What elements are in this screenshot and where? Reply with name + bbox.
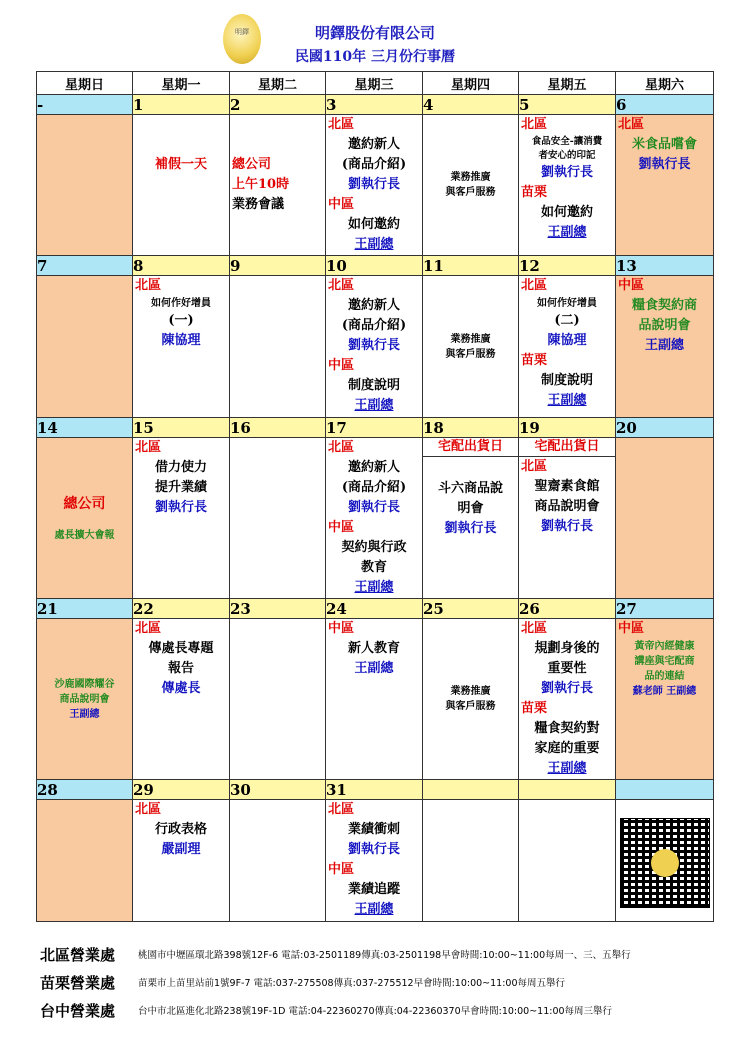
event-cell <box>519 619 616 780</box>
date-cell: 27 <box>616 599 714 619</box>
event-title: 業務推廣 <box>450 333 491 345</box>
event-title: 業務會議 <box>232 197 285 212</box>
event-speaker: 王副總 <box>547 225 587 240</box>
event-cell <box>616 115 714 256</box>
delivery-day-label: 宅配出貨日 <box>519 438 615 457</box>
event-speaker: 陳協理 <box>547 333 587 348</box>
event-cell <box>133 800 230 922</box>
event-cell <box>37 115 133 256</box>
date-cell: 20 <box>616 418 714 438</box>
calendar-header <box>0 0 750 70</box>
event-region: 中區 <box>618 621 645 636</box>
office-taichung <box>40 996 740 1024</box>
event-title: (一) <box>168 313 194 328</box>
date-cell: 8 <box>133 256 230 276</box>
weekday-tue: 星期二 <box>230 72 326 95</box>
date-cell: 29 <box>133 780 230 800</box>
event-speaker: 劉執行長 <box>540 519 593 534</box>
week-1-events <box>37 115 714 256</box>
date-cell <box>519 780 616 800</box>
event-title: 重要性 <box>547 661 587 676</box>
date-cell: 15 <box>133 418 230 438</box>
week-5-dates <box>37 780 714 800</box>
event-cell <box>423 438 519 599</box>
event-speaker: 劉執行長 <box>540 681 593 696</box>
office-info: 台中市北區進化北路238號19F-1D 電話:04-22360270傳真:04-22360370早會時間:10:00~11:00每周三舉行 <box>138 1006 613 1017</box>
week-3-dates <box>37 418 714 438</box>
date-cell: 22 <box>133 599 230 619</box>
event-speaker: 王副總 <box>354 237 394 252</box>
event-speaker: 劉執行長 <box>638 157 691 172</box>
week-2-dates <box>37 256 714 276</box>
event-cell <box>326 438 423 599</box>
event-title: 處長擴大會報 <box>54 529 115 541</box>
event-cell <box>519 115 616 256</box>
event-location: 總公司 <box>63 495 106 512</box>
date-cell <box>423 780 519 800</box>
date-cell: 12 <box>519 256 616 276</box>
event-title: 家庭的重要 <box>534 741 600 756</box>
event-cell <box>616 800 714 922</box>
event-title: (商品介紹) <box>341 157 407 172</box>
weekday-thu: 星期四 <box>423 72 519 95</box>
event-title: 制度說明 <box>347 378 400 393</box>
date-cell: 5 <box>519 95 616 115</box>
date-cell: 16 <box>230 418 326 438</box>
date-cell: 3 <box>326 95 423 115</box>
event-cell <box>616 438 714 599</box>
event-speaker: 王副總 <box>354 902 394 917</box>
week-1-dates <box>37 95 714 115</box>
event-region: 中區 <box>618 278 645 293</box>
event-title: 與客戶服務 <box>445 701 496 712</box>
event-title: 如何作好增員 <box>537 298 597 309</box>
event-cell <box>230 800 326 922</box>
event-region: 中區 <box>328 358 355 373</box>
event-title: 與客戶服務 <box>445 187 496 198</box>
date-cell: 14 <box>37 418 133 438</box>
event-title: 糧食契約商 <box>631 298 697 313</box>
date-cell: 17 <box>326 418 423 438</box>
date-cell: 13 <box>616 256 714 276</box>
event-title: 業績追蹤 <box>347 882 400 897</box>
event-title: 如何作好增員 <box>151 298 211 309</box>
event-cell <box>230 276 326 418</box>
event-speaker: 王副總 <box>354 580 394 595</box>
event-cell <box>519 438 616 599</box>
event-speaker: 劉執行長 <box>347 842 400 857</box>
date-cell <box>616 780 714 800</box>
calendar-table <box>36 71 714 922</box>
weekday-fri: 星期五 <box>519 72 616 95</box>
date-cell: 9 <box>230 256 326 276</box>
event-cell <box>37 800 133 922</box>
event-region: 苗栗 <box>521 701 548 716</box>
event-title: 邀約新人 <box>347 460 400 475</box>
event-cell <box>423 800 519 922</box>
date-cell: 6 <box>616 95 714 115</box>
event-cell <box>133 438 230 599</box>
event-cell <box>37 619 133 780</box>
week-2-events <box>37 276 714 418</box>
event-title: 食品安全-讓消費 <box>531 136 603 147</box>
date-cell: 7 <box>37 256 133 276</box>
event-title: 糧食契約對 <box>534 721 600 736</box>
event-cell <box>423 276 519 418</box>
week-5-events <box>37 800 714 922</box>
event-title: 業績衝刺 <box>347 822 400 837</box>
event-title: 黃帝內經健康 <box>634 641 695 652</box>
event-cell <box>616 276 714 418</box>
date-cell: 26 <box>519 599 616 619</box>
event-region: 北區 <box>328 278 355 293</box>
event-title: 聖齋素食館 <box>534 479 600 494</box>
date-cell: 4 <box>423 95 519 115</box>
event-speaker: 劉執行長 <box>347 177 400 192</box>
event-speaker: 劉執行長 <box>540 165 593 180</box>
event-title: 報告 <box>167 661 194 676</box>
date-cell: 1 <box>133 95 230 115</box>
date-cell: 28 <box>37 780 133 800</box>
event-speaker: 王副總 <box>547 761 587 776</box>
event-title: 契約與行政 <box>341 540 407 555</box>
event-cell <box>133 115 230 256</box>
event-title: 與客戶服務 <box>445 348 496 360</box>
event-text: 補假一天 <box>154 157 207 172</box>
office-name: 北區營業處 <box>40 945 116 964</box>
weekday-sun: 星期日 <box>37 72 133 95</box>
event-title: 邀約新人 <box>347 137 400 152</box>
office-north <box>40 940 740 968</box>
event-region: 北區 <box>135 278 162 293</box>
event-region: 北區 <box>328 802 355 817</box>
date-cell: 2 <box>230 95 326 115</box>
event-title: 米食品嚐會 <box>631 137 697 152</box>
office-name: 苗栗營業處 <box>40 973 116 992</box>
date-cell: 21 <box>37 599 133 619</box>
event-title: 邀約新人 <box>347 298 400 313</box>
date-cell: 19 <box>519 418 616 438</box>
weekday-mon: 星期一 <box>133 72 230 95</box>
event-cell <box>133 276 230 418</box>
event-region: 北區 <box>521 621 548 636</box>
event-speaker: 陳協理 <box>161 333 201 348</box>
event-title: 業務推廣 <box>450 686 491 697</box>
event-region: 北區 <box>521 459 548 474</box>
event-title: 行政表格 <box>154 822 207 837</box>
event-title: 明會 <box>457 501 484 516</box>
date-cell: 23 <box>230 599 326 619</box>
event-cell <box>230 115 326 256</box>
event-cell <box>423 115 519 256</box>
event-cell <box>326 800 423 922</box>
event-title: 傳處長專題 <box>148 641 214 656</box>
date-cell: 25 <box>423 599 519 619</box>
qr-code-icon[interactable] <box>620 818 710 908</box>
event-region: 北區 <box>135 621 162 636</box>
event-speaker: 劉執行長 <box>444 521 497 536</box>
date-cell: - <box>37 95 133 115</box>
event-title: 者安心的印記 <box>538 150 596 161</box>
office-miaoli <box>40 968 740 996</box>
event-speaker: 傳處長 <box>161 681 201 696</box>
week-3-events <box>37 438 714 599</box>
event-region: 北區 <box>521 117 548 132</box>
event-speaker: 嚴副理 <box>161 842 201 857</box>
event-speaker: 王副總 <box>547 393 587 408</box>
event-region: 北區 <box>618 117 645 132</box>
office-info: 苗栗市上苗里站前1號9F-7 電話:037-275508傳真:037-275512早會時間:10:00~11:00每周五舉行 <box>138 978 566 989</box>
event-title: 教育 <box>360 560 387 575</box>
event-title: (商品介紹) <box>341 480 407 495</box>
event-speaker: 劉執行長 <box>154 500 207 515</box>
event-title: 新人教育 <box>347 641 400 656</box>
date-cell: 18 <box>423 418 519 438</box>
event-cell <box>37 438 133 599</box>
event-cell <box>423 619 519 780</box>
event-region: 北區 <box>328 440 355 455</box>
event-cell <box>230 619 326 780</box>
event-title: 商品說明會 <box>534 499 600 514</box>
event-cell <box>616 619 714 780</box>
event-region: 苗栗 <box>521 185 548 200</box>
date-cell: 24 <box>326 599 423 619</box>
week-4-dates <box>37 599 714 619</box>
event-title: 商品說明會 <box>59 693 110 705</box>
event-time: 上午10時 <box>232 177 290 192</box>
event-region: 北區 <box>135 440 162 455</box>
event-location: 總公司 <box>232 157 272 172</box>
event-title: 講座與宅配商 <box>634 656 695 667</box>
event-cell <box>519 276 616 418</box>
calendar-title: 民國110年 三月份行事曆 <box>294 49 456 65</box>
event-title: 提升業績 <box>154 480 207 495</box>
event-cell <box>326 276 423 418</box>
event-title: 品的連結 <box>644 671 685 682</box>
office-info: 桃園市中壢區環北路398號12F-6 電話:03-2501189傳真:03-2501198早會時間:10:00~11:00每周一、三、五舉行 <box>138 950 631 961</box>
event-region: 中區 <box>328 520 355 535</box>
event-region: 中區 <box>328 862 355 877</box>
date-cell: 31 <box>326 780 423 800</box>
event-region: 中區 <box>328 197 355 212</box>
date-cell: 30 <box>230 780 326 800</box>
event-title: 借力使力 <box>154 460 207 475</box>
date-cell: 11 <box>423 256 519 276</box>
event-speaker: 蘇老師 王副總 <box>632 686 697 697</box>
event-title: (商品介紹) <box>341 318 407 333</box>
weekday-sat: 星期六 <box>616 72 714 95</box>
event-cell <box>133 619 230 780</box>
event-speaker: 王副總 <box>354 661 394 676</box>
event-region: 北區 <box>135 802 162 817</box>
event-region: 苗栗 <box>521 353 548 368</box>
event-title: (二) <box>554 313 580 328</box>
event-region: 北區 <box>328 117 355 132</box>
weekday-header-row <box>37 72 714 95</box>
event-region: 北區 <box>521 278 548 293</box>
event-title: 如何邀約 <box>540 205 593 220</box>
event-title: 如何邀約 <box>347 217 400 232</box>
event-cell <box>37 276 133 418</box>
event-speaker: 王副總 <box>644 338 684 353</box>
date-cell: 10 <box>326 256 423 276</box>
company-logo: 明鐸 <box>223 14 261 64</box>
weekday-wed: 星期三 <box>326 72 423 95</box>
delivery-day-label: 宅配出貨日 <box>423 438 518 457</box>
event-title: 斗六商品說 <box>437 481 503 496</box>
event-cell <box>230 438 326 599</box>
event-region: 中區 <box>328 621 355 636</box>
event-cell <box>326 619 423 780</box>
office-footer <box>40 940 740 1024</box>
event-title: 沙鹿國際耀谷 <box>54 678 115 690</box>
office-name: 台中營業處 <box>40 1001 116 1020</box>
event-speaker: 王副總 <box>69 708 100 720</box>
event-title: 規劃身後的 <box>534 641 600 656</box>
company-name: 明鐸股份有限公司 <box>314 24 435 42</box>
event-cell <box>519 800 616 922</box>
week-4-events <box>37 619 714 780</box>
event-title: 品說明會 <box>638 318 691 333</box>
event-title: 業務推廣 <box>450 172 491 183</box>
event-cell <box>326 115 423 256</box>
event-speaker: 劉執行長 <box>347 500 400 515</box>
event-title: 制度說明 <box>540 373 593 388</box>
event-speaker: 劉執行長 <box>347 338 400 353</box>
event-speaker: 王副總 <box>354 398 394 413</box>
